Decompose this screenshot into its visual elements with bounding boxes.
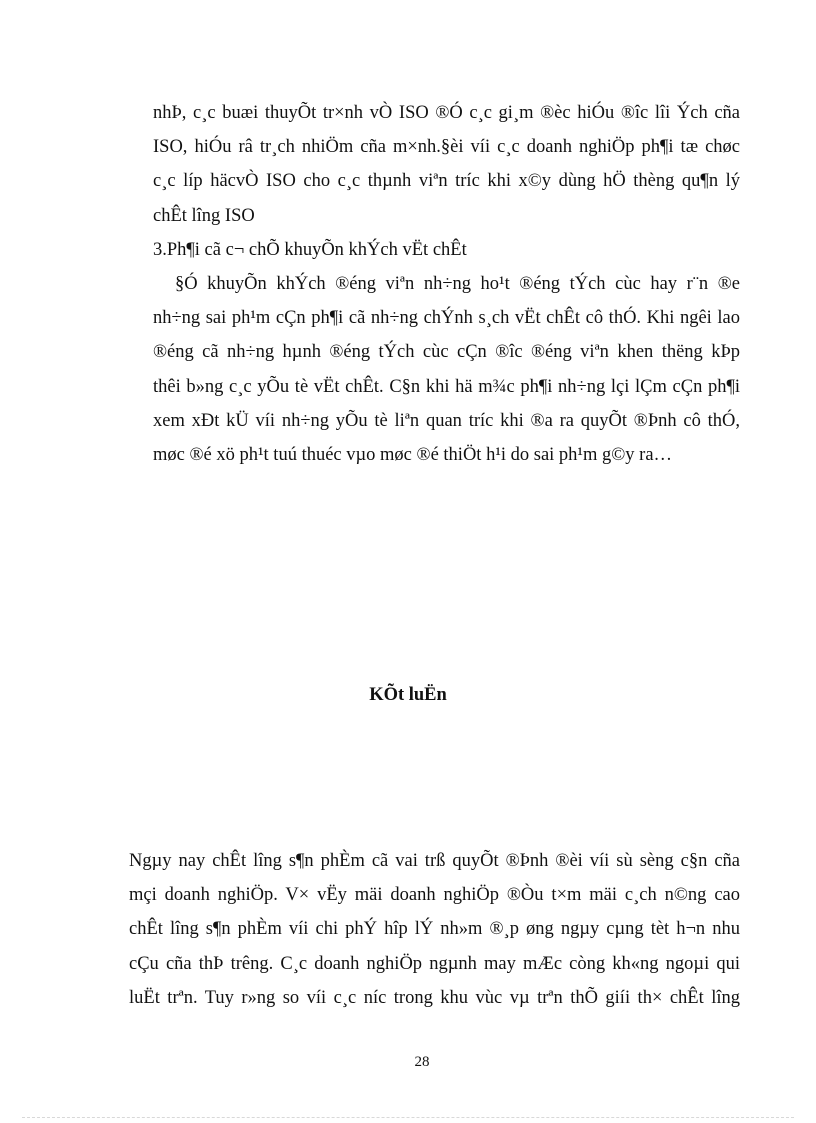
text-line: thêi b»ng c¸c yÕu tè vËt chÊt. C§n khi hä m¾c ph¶i nh÷ng lçi lÇm cÇn ph¶i xyxy=(153,376,740,397)
text-line: c¸c líp häcvÒ ISO cho c¸c thµnh viªn tríc khi x©y dùng hÖ thèng qu¶n lý xyxy=(153,171,740,192)
text-line: ®éng cã nh÷ng hµnh ®éng tÝch cùc cÇn ®îc ®éng viªn khen thëng kÞp xyxy=(153,342,740,363)
text-line: luËt trªn. Tuy r»ng so víi c¸c níc trong khu vùc vµ trªn thÕ giíi th× chÊt lîng xyxy=(129,987,740,1008)
section-heading: 3.Ph¶i cã c¬ chÕ khuyÕn khÝch vËt chÊt xyxy=(153,239,467,260)
text-line: §Ó khuyÕn khÝch ®éng viªn nh÷ng ho¹t ®éng tÝch cùc hay r¨n ®e xyxy=(175,273,740,294)
text-line: xem xÐt kÜ víi nh÷ng yÕu tè liªn quan tríc khi ®a ra quyÕt ®Þnh cô thÓ, xyxy=(153,410,740,431)
text-line: chÊt lîng s¶n phÈm víi chi phÝ hîp lÝ nh»m ®¸p øng ngµy cµng tèt h¬n nhu xyxy=(129,919,740,940)
page-bottom-border xyxy=(22,1117,794,1118)
body-text-top xyxy=(153,96,740,472)
page-number: 28 xyxy=(414,1054,430,1070)
body-text-conclusion xyxy=(129,844,740,1015)
text-line: ISO, hiÓu râ tr¸ch nhiÖm cña m×nh.§èi víi c¸c doanh nghiÖp ph¶i tæ chøc xyxy=(153,137,740,158)
text-line: nh÷ng sai ph¹m cÇn ph¶i cã nh÷ng chÝnh s¸ch vËt chÊt cô thÓ. Khi ngêi lao xyxy=(153,308,740,329)
text-line: chÊt lîng ISO xyxy=(153,205,255,226)
text-line: møc ®é xö ph¹t tuú thuéc vµo møc ®é thiÖt h¹i do sai ph¹m g©y ra… xyxy=(153,444,673,465)
text-line: mçi doanh nghiÖp. V× vËy mäi doanh nghiÖp ®Òu t×m mäi c¸ch n©ng cao xyxy=(129,885,740,906)
conclusion-heading: KÕt luËn xyxy=(369,685,447,705)
text-line: cÇu cña thÞ trêng. C¸c doanh nghiÖp ngµnh may mÆc còng kh«ng ngoµi qui xyxy=(129,953,740,974)
text-line: nhÞ, c¸c buæi thuyÕt tr×nh vÒ ISO ®Ó c¸c gi¸m ®èc hiÓu ®îc lîi Ých cña xyxy=(153,103,740,123)
text-line: Ngµy nay chÊt lîng s¶n phÈm cã vai trß quyÕt ®Þnh ®èi víi sù sèng c§n cña xyxy=(129,851,740,871)
